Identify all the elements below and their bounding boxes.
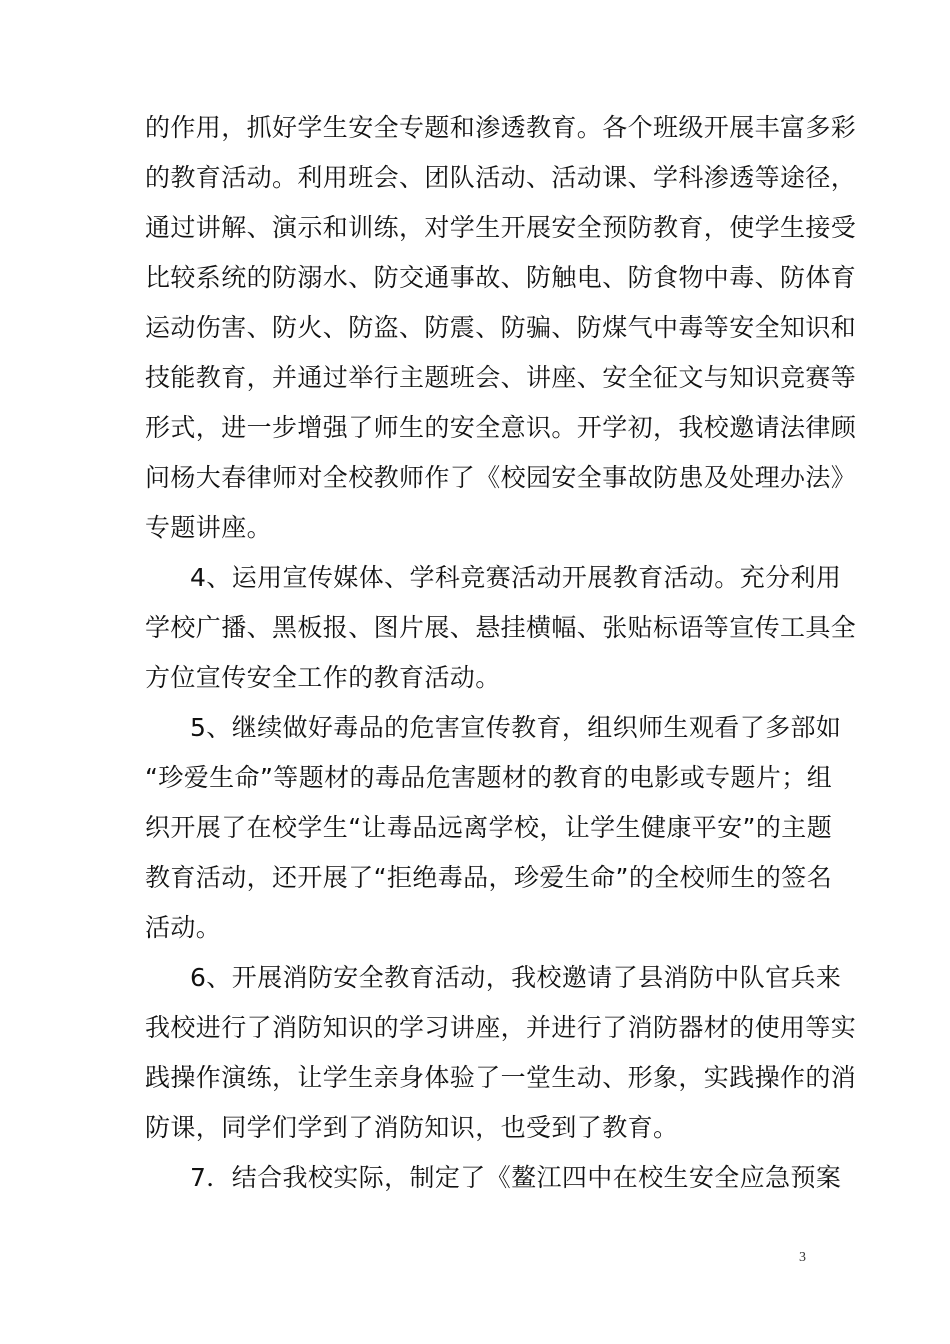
text-line: 的教育活动。利用班会、团队活动、活动课、学科渗透等途径，	[145, 163, 857, 192]
text-line: 践操作演练，让学生亲身体验了一堂生动、形象，实践操作的消	[145, 1063, 857, 1092]
paragraph-start-line: 4、运用宣传媒体、学科竞赛活动开展教育活动。充分利用	[190, 563, 842, 592]
text-line: 通过讲解、演示和训练，对学生开展安全预防教育，使学生接受	[145, 213, 857, 242]
text-line: 问杨大春律师对全校教师作了《校园安全事故防患及处理办法》	[145, 463, 857, 492]
page-number: 3	[799, 1250, 806, 1265]
text-line: “珍爱生命”等题材的毒品危害题材的教育的电影或专题片；组	[145, 763, 833, 792]
text-line: 技能教育，并通过举行主题班会、讲座、安全征文与知识竞赛等	[145, 363, 857, 392]
text-line: 防课，同学们学到了消防知识，也受到了教育。	[145, 1113, 679, 1142]
paragraph-start-line: 7．结合我校实际，制定了《鳌江四中在校生安全应急预案	[190, 1163, 842, 1192]
paragraph-start-line: 5、继续做好毒品的危害宣传教育，组织师生观看了多部如	[190, 713, 842, 742]
text-line: 的作用，抓好学生安全专题和渗透教育。各个班级开展丰富多彩	[145, 113, 857, 142]
text-line: 运动伤害、防火、防盗、防震、防骗、防煤气中毒等安全知识和	[145, 313, 857, 342]
text-line: 活动。	[145, 913, 222, 942]
text-line: 织开展了在校学生“让毒品远离学校，让学生健康平安”的主题	[145, 813, 833, 842]
text-line: 我校进行了消防知识的学习讲座，并进行了消防器材的使用等实	[145, 1013, 857, 1042]
text-line: 专题讲座。	[145, 513, 273, 542]
text-line: 学校广播、黑板报、图片展、悬挂横幅、张贴标语等宣传工具全	[145, 613, 857, 642]
paragraph-start-line: 6、开展消防安全教育活动，我校邀请了县消防中队官兵来	[190, 963, 842, 992]
text-line: 形式，进一步增强了师生的安全意识。开学初，我校邀请法律顾	[145, 413, 857, 442]
text-line: 教育活动，还开展了“拒绝毒品，珍爱生命”的全校师生的签名	[145, 863, 833, 892]
text-line: 方位宣传安全工作的教育活动。	[145, 663, 501, 692]
text-line: 比较系统的防溺水、防交通事故、防触电、防食物中毒、防体育	[145, 263, 857, 292]
